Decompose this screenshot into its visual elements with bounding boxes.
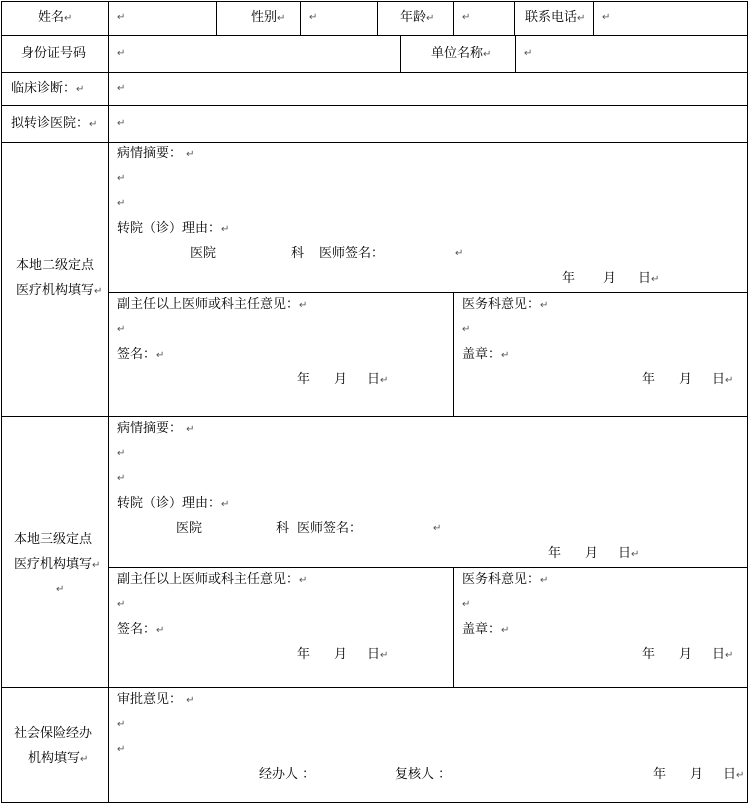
sec2-date: 年 月 日↵ [562, 271, 660, 286]
sec2-reason-label: 转院（诊）理由：↵ [117, 221, 230, 236]
sec4-reviewer-label: 复核人 ： [395, 767, 452, 782]
sec4-label-line2: 机构填写↵ [28, 751, 89, 766]
sec2-chief-date: 年 月 日↵ [297, 372, 389, 387]
sec3-seal-label: 盖章：↵ [462, 622, 510, 637]
sec3-doctor-sign-field[interactable]: ↵ [433, 523, 442, 534]
transfer-hospital-value-field[interactable]: ↵ [117, 118, 126, 129]
sec3-chief-opinion-line[interactable]: ↵ [117, 599, 126, 610]
col-divider [593, 1, 594, 35]
col-divider [453, 292, 454, 416]
sec3-med-opinion-label: 医务科意见：↵ [462, 572, 549, 587]
sec2-hospital-label: 医院 [190, 246, 217, 261]
sec2-label-line2: 医疗机构填写↵ [16, 283, 103, 298]
unit-value-field[interactable]: ↵ [524, 48, 533, 59]
col-divider [300, 1, 301, 35]
row-divider [108, 567, 748, 568]
phone-label: 联系电话↵ [525, 10, 586, 25]
col-divider [453, 567, 454, 687]
sec3-dept-label: 科 [276, 521, 290, 536]
sec4-label-line1: 社会保险经办 [14, 726, 93, 741]
sec3-summary-line[interactable]: ↵ [117, 473, 126, 484]
transfer-hospital-label: 拟转诊医院：↵ [11, 116, 98, 131]
row-divider [1, 72, 748, 73]
name-value-field[interactable]: ↵ [117, 12, 126, 23]
sec2-med-opinion-label: 医务科意见：↵ [462, 297, 549, 312]
sec3-label-line2: 医疗机构填写↵ [14, 557, 101, 572]
sec3-chief-date: 年 月 日↵ [297, 647, 389, 662]
sec3-reason-label: 转院（诊）理由：↵ [117, 496, 230, 511]
phone-value-field[interactable]: ↵ [602, 12, 611, 23]
sec2-med-date: 年 月 日↵ [642, 372, 734, 387]
sec3-sign-label: 签名：↵ [117, 622, 165, 637]
sec2-summary-line[interactable]: ↵ [117, 173, 126, 184]
sec3-date: 年 月 日↵ [548, 546, 640, 561]
sec3-summary-line[interactable]: ↵ [117, 448, 126, 459]
sec3-chief-opinion-label: 副主任以上医师或科主任意见：↵ [117, 572, 308, 587]
sec3-label-line1: 本地三级定点 [14, 532, 93, 547]
sec2-doctor-sign-field[interactable]: ↵ [455, 248, 464, 259]
row-divider [1, 105, 748, 106]
sec3-hospital-label: 医院 [176, 521, 203, 536]
row-divider [1, 35, 748, 36]
sec4-approval-line[interactable]: ↵ [117, 719, 126, 730]
sec2-label-line1: 本地二级定点 [16, 258, 95, 273]
sec2-med-opinion-line[interactable]: ↵ [462, 324, 471, 335]
row-divider [1, 416, 748, 417]
sec3-label-mark: ↵ [56, 584, 65, 595]
age-label: 年龄↵ [400, 10, 435, 25]
sec3-med-date: 年 月 日↵ [642, 647, 734, 662]
sec3-doctor-sign-label: 医师签名： [297, 521, 363, 536]
sec2-dept-label: 科 [291, 246, 305, 261]
row-divider [108, 292, 748, 293]
gender-value-field[interactable]: ↵ [309, 12, 318, 23]
col-divider [377, 1, 378, 35]
col-divider [400, 35, 401, 72]
col-divider [108, 1, 109, 803]
diagnosis-value-field[interactable]: ↵ [117, 83, 126, 94]
sec2-doctor-sign-label: 医师签名： [319, 246, 385, 261]
sec2-chief-opinion-line[interactable]: ↵ [117, 324, 126, 335]
sec2-chief-opinion-label: 副主任以上医师或科主任意见：↵ [117, 297, 308, 312]
row-divider [1, 687, 748, 688]
gender-label: 性别↵ [251, 10, 286, 25]
unit-label: 单位名称↵ [431, 46, 492, 61]
sec2-summary-line[interactable]: ↵ [117, 198, 126, 209]
idnum-label: 身份证号码 [21, 46, 87, 61]
col-divider [216, 1, 217, 35]
idnum-value-field[interactable]: ↵ [117, 48, 126, 59]
diagnosis-label: 临床诊断：↵ [11, 81, 85, 96]
row-divider [1, 142, 748, 143]
sec4-handler-label: 经办人 ： [259, 767, 316, 782]
sec2-summary-label: 病情摘要： ↵ [117, 146, 195, 161]
sec4-date: 年 月 日↵ [653, 767, 745, 782]
sec3-med-opinion-line[interactable]: ↵ [462, 599, 471, 610]
sec3-summary-label: 病情摘要： ↵ [117, 421, 195, 436]
sec4-approval-line[interactable]: ↵ [117, 744, 126, 755]
sec2-seal-label: 盖章：↵ [462, 347, 510, 362]
name-label: 姓名↵ [38, 10, 73, 25]
col-divider [515, 35, 516, 72]
age-value-field[interactable]: ↵ [462, 12, 471, 23]
form-border [1, 1, 748, 803]
sec2-sign-label: 签名：↵ [117, 347, 165, 362]
sec4-approval-label: 审批意见： ↵ [117, 692, 195, 707]
col-divider [453, 1, 454, 35]
col-divider [514, 1, 515, 35]
